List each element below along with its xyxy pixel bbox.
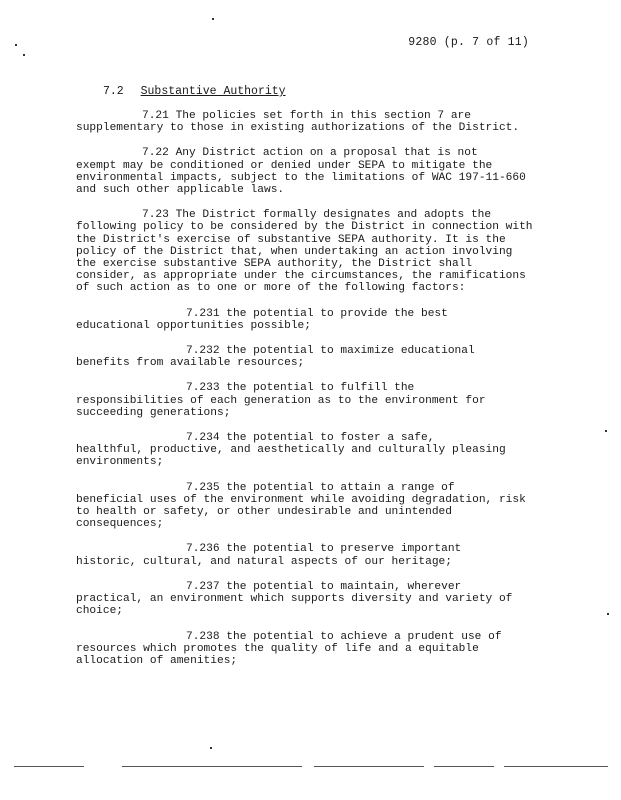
scan-speck xyxy=(210,747,212,749)
section-number: 7.2 xyxy=(103,85,124,98)
section-title xyxy=(103,85,286,98)
scan-speck xyxy=(605,430,607,432)
paragraph-7-23: 7.23 The District formally designates and adopts the following policy to be considered by the District in connection with the District's exercise of substantive SEPA authority. It is the policy of the District that, when undertaking an action involving the exercise substantive SEPA authority, the District shall consider, as appropriate under the circumstances, the ramifications of such action as to one or more of the following factors: xyxy=(76,209,533,295)
paragraph-7-22: 7.22 Any District action on a proposal that is not exempt may be conditioned or denied under SEPA to mitigate the environmental impacts, subject to the limitations of WAC 197-11-660 and such other applicable laws. xyxy=(76,147,526,197)
factor-7-236: 7.236 the potential to preserve important historic, cultural, and natural aspects of our heritage; xyxy=(76,543,462,568)
factor-7-238: 7.238 the potential to achieve a prudent use of resources which promotes the quality of life and a equitable allocation of amenities; xyxy=(76,630,502,667)
paragraph-7-21: 7.21 The policies set forth in this section 7 are supplementary to those in existing authorizations of the District. xyxy=(76,110,520,135)
factor-7-237: 7.237 the potential to maintain, wherever practical, an environment which supports diversity and variety of choice; xyxy=(76,580,513,618)
scan-speck xyxy=(607,613,609,615)
factor-7-232: 7.232 the potential to maximize educational benefits from available resources; xyxy=(76,345,475,370)
scan-speck xyxy=(23,54,25,56)
page-header: 9280 (p. 7 of 11) xyxy=(408,36,529,49)
section-heading: Substantive Authority xyxy=(140,85,286,98)
factor-7-234: 7.234 the potential to foster a safe, healthful, productive, and aesthetically and culturally pleasing environments; xyxy=(76,432,506,469)
document-body xyxy=(76,110,538,680)
scan-speck xyxy=(212,18,214,20)
factor-7-231: 7.231 the potential to provide the best educational opportunities possible; xyxy=(76,307,448,332)
factor-7-235: 7.235 the potential to attain a range of beneficial uses of the environment while avoiding degradation, risk to health or safety, or other undesirable and unintended consequences; xyxy=(76,481,526,531)
scan-footer-artifact xyxy=(14,764,608,770)
scan-speck xyxy=(15,44,17,46)
factor-7-233: 7.233 the potential to fulfill the responsibilities of each generation as to the environment for succeeding generations; xyxy=(76,382,486,419)
